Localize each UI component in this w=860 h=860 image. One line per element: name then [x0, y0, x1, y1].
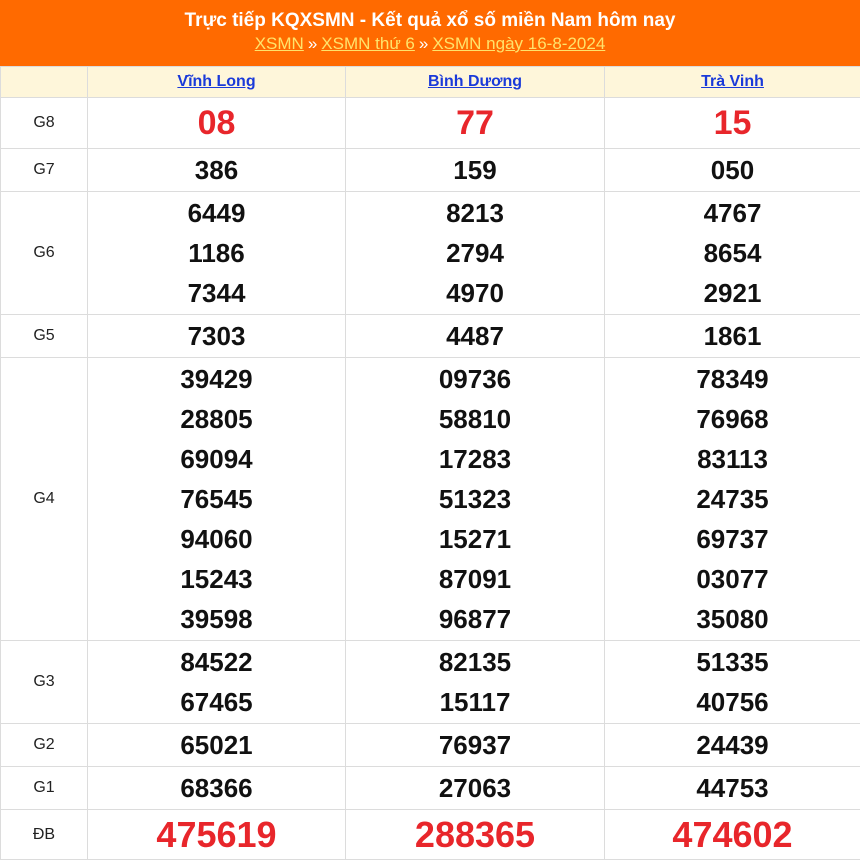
prize-row: [1, 315, 860, 358]
result-number: 82135: [346, 642, 604, 682]
breadcrumb-link-xsmn-thu-6[interactable]: XSMN thứ 6: [321, 34, 415, 53]
breadcrumb-link-xsmn[interactable]: XSMN: [255, 34, 304, 53]
result-number: 39429: [88, 359, 345, 399]
corner-cell: [1, 67, 88, 98]
result-number: 69094: [88, 439, 345, 479]
result-number: 94060: [88, 519, 345, 559]
result-number: 08: [88, 99, 345, 147]
result-number: 15243: [88, 559, 345, 599]
result-cell: [605, 724, 860, 767]
result-number: 159: [346, 150, 604, 190]
result-number: 69737: [605, 519, 860, 559]
result-number: 09736: [346, 359, 604, 399]
result-number: 2794: [346, 233, 604, 273]
result-number: 76937: [346, 725, 604, 765]
province-header: [88, 67, 346, 98]
result-number: 15271: [346, 519, 604, 559]
result-number: 27063: [346, 768, 604, 808]
result-number: 03077: [605, 559, 860, 599]
prize-label: G5: [1, 315, 88, 358]
province-header: [346, 67, 605, 98]
province-link-tra-vinh[interactable]: Trà Vinh: [701, 73, 764, 90]
result-cell: [605, 149, 860, 192]
prize-label: G8: [1, 98, 88, 149]
result-number: 15: [605, 99, 860, 147]
prize-label: G6: [1, 192, 88, 315]
result-cell: [346, 358, 605, 641]
result-number: 15117: [346, 682, 604, 722]
result-cell: [88, 315, 346, 358]
result-number: 84522: [88, 642, 345, 682]
result-number: 78349: [605, 359, 860, 399]
result-number: 2921: [605, 273, 860, 313]
prize-row: [1, 98, 860, 149]
result-number: 87091: [346, 559, 604, 599]
prize-label: G3: [1, 641, 88, 724]
result-cell: [346, 192, 605, 315]
prize-label: G4: [1, 358, 88, 641]
province-header-row: [1, 67, 860, 98]
breadcrumb-link-xsmn-date[interactable]: XSMN ngày 16-8-2024: [432, 34, 605, 53]
prize-row: [1, 767, 860, 810]
result-cell: [346, 641, 605, 724]
result-number: 76968: [605, 399, 860, 439]
breadcrumb-separator: »: [304, 34, 321, 53]
result-number: 386: [88, 150, 345, 190]
result-number: 96877: [346, 599, 604, 639]
breadcrumb: [0, 33, 860, 55]
prize-rows: [1, 98, 860, 860]
prize-row: [1, 149, 860, 192]
result-cell: [605, 98, 860, 149]
result-number: 51335: [605, 642, 860, 682]
result-number: 7344: [88, 273, 345, 313]
result-cell: [346, 149, 605, 192]
result-cell: [88, 192, 346, 315]
result-number: 77: [346, 99, 604, 147]
prize-row: [1, 641, 860, 724]
prize-label: G2: [1, 724, 88, 767]
result-number: 1186: [88, 233, 345, 273]
result-number: 4487: [346, 316, 604, 356]
result-number: 67465: [88, 682, 345, 722]
result-number: 28805: [88, 399, 345, 439]
prize-label: ĐB: [1, 810, 88, 860]
result-number: 24439: [605, 725, 860, 765]
result-number: 17283: [346, 439, 604, 479]
result-number: 51323: [346, 479, 604, 519]
result-cell: [346, 98, 605, 149]
result-number: 475619: [88, 811, 345, 858]
result-cell: [88, 810, 346, 860]
result-cell: [88, 641, 346, 724]
page-title: Trực tiếp KQXSMN - Kết quả xổ số miền Nam hôm nay: [0, 9, 860, 33]
result-number: 83113: [605, 439, 860, 479]
result-cell: [605, 767, 860, 810]
result-number: 6449: [88, 193, 345, 233]
result-number: 288365: [346, 811, 604, 858]
province-header: [605, 67, 860, 98]
result-number: 24735: [605, 479, 860, 519]
result-cell: [88, 358, 346, 641]
result-cell: [605, 192, 860, 315]
prize-row: [1, 192, 860, 315]
result-number: 1861: [605, 316, 860, 356]
prize-row: [1, 810, 860, 860]
result-cell: [605, 315, 860, 358]
result-number: 39598: [88, 599, 345, 639]
prize-label: G7: [1, 149, 88, 192]
result-number: 44753: [605, 768, 860, 808]
prize-row: [1, 358, 860, 641]
result-cell: [346, 810, 605, 860]
result-number: 050: [605, 150, 860, 190]
result-cell: [346, 767, 605, 810]
result-cell: [605, 641, 860, 724]
prize-row: [1, 724, 860, 767]
result-number: 58810: [346, 399, 604, 439]
results-table: [0, 66, 860, 860]
result-cell: [346, 315, 605, 358]
result-number: 4767: [605, 193, 860, 233]
result-cell: [88, 98, 346, 149]
result-cell: [605, 810, 860, 860]
result-number: 8213: [346, 193, 604, 233]
page-header: [0, 0, 860, 66]
province-link-binh-duong[interactable]: Bình Dương: [428, 73, 522, 90]
result-number: 35080: [605, 599, 860, 639]
result-cell: [88, 724, 346, 767]
prize-label: G1: [1, 767, 88, 810]
result-cell: [346, 724, 605, 767]
result-number: 65021: [88, 725, 345, 765]
result-number: 7303: [88, 316, 345, 356]
result-number: 68366: [88, 768, 345, 808]
result-cell: [88, 767, 346, 810]
result-number: 474602: [605, 811, 860, 858]
result-number: 8654: [605, 233, 860, 273]
result-cell: [605, 358, 860, 641]
breadcrumb-separator: »: [415, 34, 432, 53]
result-number: 4970: [346, 273, 604, 313]
result-cell: [88, 149, 346, 192]
result-number: 76545: [88, 479, 345, 519]
province-link-vinh-long[interactable]: Vĩnh Long: [177, 73, 255, 90]
result-number: 40756: [605, 682, 860, 722]
